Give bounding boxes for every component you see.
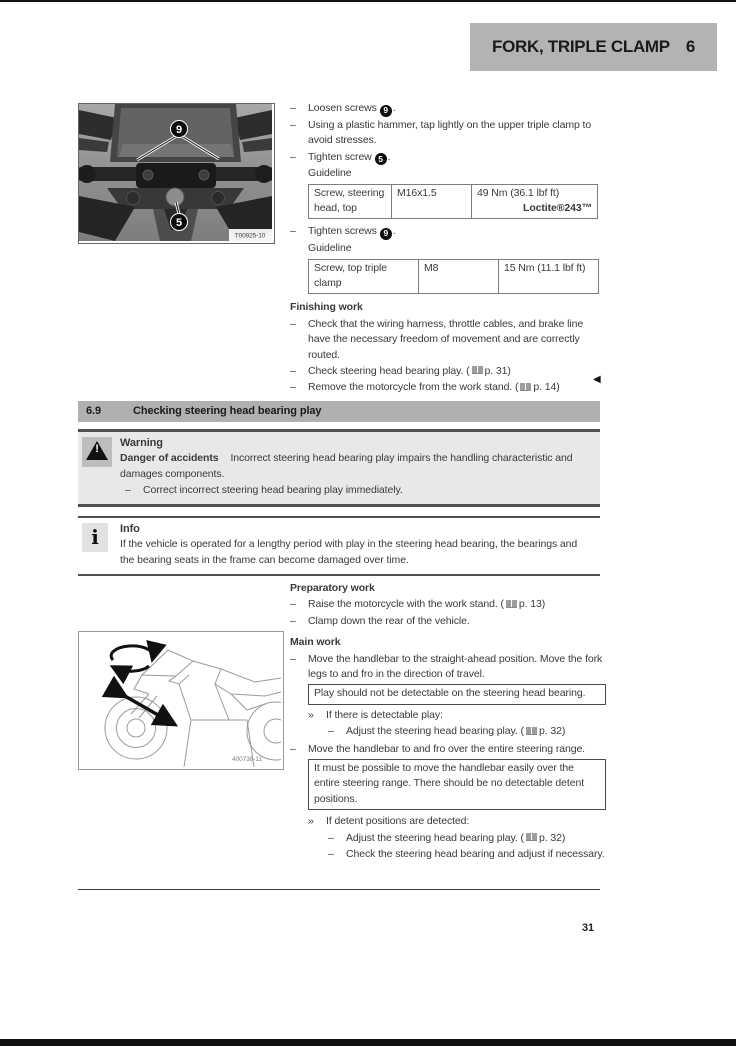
warning-triangle-icon: ! bbox=[82, 437, 112, 467]
bullet-dash: – bbox=[290, 381, 296, 394]
preparatory-work-heading: Preparatory work bbox=[290, 582, 375, 594]
torque-cell: 49 Nm (36.1 lbf ft) Loctite®243™ bbox=[472, 184, 598, 219]
step-text: Tighten screw 5 . bbox=[308, 150, 391, 164]
step-text: Raise the motorcycle with the work stand. ( p. 13) bbox=[308, 598, 546, 611]
list-item bbox=[328, 831, 606, 846]
list-item bbox=[290, 652, 606, 683]
warning-text bbox=[120, 436, 594, 499]
bullet-dash: – bbox=[328, 831, 334, 844]
list-item bbox=[290, 364, 606, 379]
callout-9-badge: 9 bbox=[380, 228, 392, 240]
page-top-rule bbox=[0, 0, 736, 2]
step-text: Adjust the steering head bearing play. ( p. 32) bbox=[346, 831, 566, 844]
bullet-dash: – bbox=[125, 484, 131, 497]
finishing-work-heading: Finishing work bbox=[290, 301, 363, 314]
bullet-dash: – bbox=[290, 652, 296, 665]
step-text: Move the handlebar to and fro over the entire steering range. bbox=[308, 742, 585, 755]
manual-book-icon bbox=[520, 383, 531, 391]
manual-book-icon bbox=[526, 727, 537, 735]
step-text: Check the steering head bearing and adjust if necessary. bbox=[346, 848, 605, 861]
list-item bbox=[290, 317, 606, 363]
step-text: Adjust the steering head bearing play. ( p. 32) bbox=[346, 725, 566, 738]
thread-cell: M8 bbox=[419, 259, 499, 294]
chapter-title: FORK, TRIPLE CLAMP bbox=[492, 37, 670, 57]
manual-book-icon bbox=[526, 833, 537, 841]
info-icon: i bbox=[82, 523, 108, 552]
section-number: 6.9 bbox=[86, 404, 101, 417]
figure-triple-clamp-photo bbox=[78, 103, 275, 244]
bullet-dash: – bbox=[290, 317, 296, 330]
bullet-dash: – bbox=[290, 102, 296, 114]
fastener-cell: Screw, top triple clamp bbox=[309, 259, 419, 294]
list-item bbox=[328, 724, 606, 739]
bullet-dash: – bbox=[290, 614, 296, 627]
step-text: Tighten screws 9 . bbox=[308, 225, 396, 239]
step-text: Loosen screws 9 . bbox=[308, 102, 396, 115]
torque-table-top-clamp bbox=[308, 259, 599, 295]
requirement-note: It must be possible to move the handlebar easily over the entire steering range. There should be no detectable detent positions. bbox=[308, 759, 606, 810]
warning-title: Warning bbox=[120, 437, 163, 449]
page-number: 31 bbox=[582, 922, 595, 934]
bearing-play-drawing bbox=[79, 632, 281, 767]
step-text: Using a plastic hammer, tap lightly on the upper triple clamp to avoid stresses. bbox=[308, 118, 592, 147]
step-text: Check steering head bearing play. ( p. 31) bbox=[308, 364, 511, 377]
callout-9-badge: 9 bbox=[380, 105, 392, 117]
bullet-dash: – bbox=[290, 742, 296, 755]
list-item bbox=[328, 847, 606, 862]
page-reference[interactable]: ( p. 14) bbox=[514, 381, 560, 394]
bullet-dash: – bbox=[328, 725, 334, 738]
info-title: Info bbox=[120, 523, 140, 535]
page-reference[interactable]: ( p. 31) bbox=[466, 364, 511, 377]
list-item bbox=[290, 118, 606, 149]
condition-text: If detent positions are detected: bbox=[326, 815, 470, 828]
bullet-dash: – bbox=[290, 225, 296, 238]
fastener-cell: Screw, steering head, top bbox=[309, 184, 392, 219]
list-item bbox=[290, 742, 606, 757]
table-row bbox=[309, 184, 598, 219]
section-title: Checking steering head bearing play bbox=[133, 404, 322, 417]
callout-5-badge: 5 bbox=[375, 153, 387, 165]
work-steps-block bbox=[290, 581, 606, 864]
figure1-caption: T00925-10 bbox=[234, 232, 266, 240]
section-heading-bar bbox=[78, 401, 600, 422]
requirement-note: Play should not be detectable on the steering head bearing. bbox=[308, 684, 606, 704]
chapter-header bbox=[470, 23, 717, 71]
page-reference[interactable]: ( p. 32) bbox=[520, 725, 566, 738]
warning-box bbox=[78, 429, 600, 507]
section-end-marker: ◀ bbox=[593, 374, 601, 385]
svg-text:9: 9 bbox=[175, 124, 183, 136]
locking-agent: Loctite®243™ bbox=[523, 202, 592, 215]
guideline-label: Guideline bbox=[308, 242, 352, 255]
step-text: Remove the motorcycle from the work stand. ( p. 14) bbox=[308, 381, 560, 394]
info-text bbox=[120, 522, 594, 568]
warning-action: Correct incorrect steering head bearing play immediately. bbox=[143, 484, 403, 497]
list-item bbox=[290, 597, 606, 612]
condition-arrow: » bbox=[308, 815, 314, 828]
list-item bbox=[290, 150, 606, 166]
table-row bbox=[309, 259, 599, 294]
torque-table-steering-head bbox=[308, 184, 598, 220]
page-bottom-bar bbox=[0, 1039, 736, 1046]
figure-bearing-play-drawing bbox=[78, 631, 284, 770]
bullet-dash: – bbox=[290, 150, 296, 163]
main-work-heading: Main work bbox=[290, 636, 341, 649]
condition-text: If there is detectable play: bbox=[326, 708, 443, 721]
info-box bbox=[78, 516, 600, 576]
list-item bbox=[290, 101, 606, 117]
page-reference[interactable]: ( p. 13) bbox=[500, 598, 546, 611]
torque-cell: 15 Nm (11.1 lbf ft) bbox=[499, 259, 599, 294]
step-text: Check that the wiring harness, throttle cables, and brake line have the necessary freedom of movement and are correctly routed. bbox=[308, 317, 584, 361]
bullet-dash: – bbox=[290, 598, 296, 611]
step-text: Clamp down the rear of the vehicle. bbox=[308, 614, 470, 627]
callout-5-badge bbox=[171, 214, 188, 231]
list-item bbox=[290, 380, 606, 395]
footer-rule bbox=[78, 889, 600, 890]
manual-book-icon bbox=[506, 600, 517, 608]
warning-body: Danger of accidents Incorrect steering head bearing play impairs the handling characteristic and damages components. bbox=[120, 452, 573, 480]
manual-book-icon bbox=[472, 366, 483, 374]
bullet-dash: – bbox=[328, 848, 334, 861]
figure2-caption: 400738-11 bbox=[232, 756, 262, 763]
list-item bbox=[125, 483, 594, 498]
step-text: Move the handlebar to the straight-ahead position. Move the fork legs to and fro in the direction of travel. bbox=[308, 652, 603, 681]
info-body: If the vehicle is operated for a lengthy period with play in the steering head bearing, the bearings and the bearing seats in the frame can become damaged over time. bbox=[120, 538, 578, 566]
guideline-label: Guideline bbox=[308, 167, 352, 180]
bullet-dash: – bbox=[290, 118, 296, 131]
steps-top-block bbox=[290, 101, 606, 397]
svg-text:5: 5 bbox=[175, 217, 183, 229]
page-reference[interactable]: ( p. 32) bbox=[520, 831, 566, 844]
condition-item bbox=[308, 814, 606, 829]
condition-arrow: » bbox=[308, 708, 314, 721]
bullet-dash: – bbox=[290, 364, 296, 377]
warning-lead: Danger of accidents bbox=[120, 452, 219, 465]
chapter-number: 6 bbox=[685, 37, 695, 57]
list-item bbox=[290, 614, 606, 629]
thread-cell: M16x1.5 bbox=[392, 184, 472, 219]
callout-9-badge bbox=[171, 121, 188, 138]
list-item bbox=[290, 224, 606, 240]
triple-clamp-photo bbox=[79, 104, 272, 241]
condition-item bbox=[308, 708, 606, 723]
